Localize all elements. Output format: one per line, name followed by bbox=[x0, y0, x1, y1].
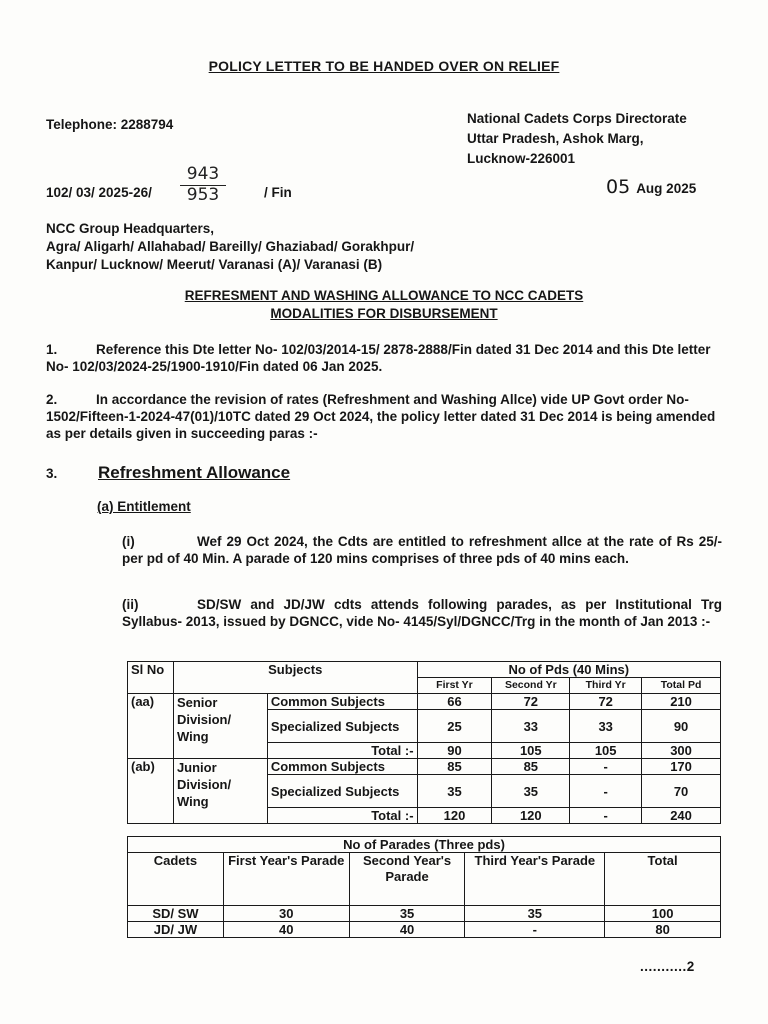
group-name: Junior Division/ Wing bbox=[173, 759, 267, 824]
parades-table bbox=[127, 836, 721, 938]
para-number: 1. bbox=[46, 342, 58, 357]
date-month-year: Aug 2025 bbox=[636, 181, 697, 196]
parades-caption: No of Parades (Three pds) bbox=[128, 837, 721, 853]
handwritten-date-day: 05 bbox=[606, 176, 631, 198]
addressee-block bbox=[46, 220, 414, 274]
value-cell: 30 bbox=[223, 906, 349, 922]
cadet-type: JD/ JW bbox=[128, 922, 224, 938]
header-subjects: Subjects bbox=[173, 662, 417, 694]
group-name: Senior Division/ Wing bbox=[173, 694, 267, 759]
address-line: National Cadets Corps Directorate bbox=[467, 111, 687, 126]
handwritten-ref-start: 943 bbox=[180, 165, 226, 186]
section-3-heading bbox=[46, 463, 290, 483]
group-sl: (ab) bbox=[128, 759, 174, 824]
handwritten-ref-range bbox=[180, 165, 226, 205]
ref-suffix: / Fin bbox=[264, 185, 292, 200]
value-cell: 35 bbox=[492, 775, 570, 808]
para-text: Reference this Dte letter No- 102/03/2014-15/ 2878-2888/Fin dated 31 Dec 2014 and this Dte letter No- 102/03/2024-25/1900-1910/Fin dated 06 Jan 2025. bbox=[46, 342, 711, 374]
table-row bbox=[128, 906, 721, 922]
subject-cell: Common Subjects bbox=[267, 759, 417, 775]
sub-para-number: (ii) bbox=[122, 597, 139, 612]
addressee-line: Kanpur/ Lucknow/ Meerut/ Varanasi (A)/ Varanasi (B) bbox=[46, 257, 383, 272]
sub-para-emphasis: three pds of 40 mins each. bbox=[459, 551, 629, 566]
value-cell: 70 bbox=[642, 775, 721, 808]
total-cell: 90 bbox=[417, 743, 492, 759]
value-cell: 85 bbox=[492, 759, 570, 775]
sub-para-i bbox=[122, 533, 722, 567]
page-continuation: ...........2 bbox=[640, 959, 695, 974]
value-cell: 90 bbox=[642, 710, 721, 743]
total-label: Total :- bbox=[267, 743, 417, 759]
value-cell: 66 bbox=[417, 694, 492, 710]
subject-line: REFRESMENT AND WASHING ALLOWANCE TO NCC CADETS bbox=[184, 288, 584, 303]
ref-prefix: 102/ 03/ 2025-26/ bbox=[46, 185, 152, 200]
paragraph-2 bbox=[46, 391, 722, 442]
entitlement-label: (a) Entitlement bbox=[97, 499, 191, 514]
value-cell: 210 bbox=[642, 694, 721, 710]
para-text: In accordance the revision of rates (Refreshment and Washing Allce) vide UP Govt order No- 1502/Fifteen-1-2024-47(01)/10TC dated 29 Oct 2024, the policy letter dated 31 Dec 2014 is being amended as per details given in succeeding paras :- bbox=[46, 392, 716, 441]
value-cell: 170 bbox=[642, 759, 721, 775]
value-cell: 100 bbox=[605, 906, 721, 922]
total-label: Total :- bbox=[267, 808, 417, 824]
periods-table bbox=[127, 661, 721, 824]
entitlement-heading bbox=[97, 499, 191, 514]
cadet-type: SD/ SW bbox=[128, 906, 224, 922]
value-cell: 85 bbox=[417, 759, 492, 775]
total-cell: 300 bbox=[642, 743, 721, 759]
total-cell: 105 bbox=[492, 743, 570, 759]
value-cell: 40 bbox=[349, 922, 465, 938]
total-cell: 120 bbox=[492, 808, 570, 824]
value-cell: 40 bbox=[223, 922, 349, 938]
section-number: 3. bbox=[46, 466, 58, 481]
paragraph-1 bbox=[46, 341, 722, 375]
header-first-yr: First Yr bbox=[417, 678, 492, 694]
subject-heading bbox=[0, 287, 768, 323]
value-cell: 35 bbox=[417, 775, 492, 808]
value-cell: 80 bbox=[605, 922, 721, 938]
value-cell: 35 bbox=[465, 906, 605, 922]
address-line: Uttar Pradesh, Ashok Marg, bbox=[467, 131, 644, 146]
addressee-line: Agra/ Aligarh/ Allahabad/ Bareilly/ Ghaziabad/ Gorakhpur/ bbox=[46, 239, 415, 254]
subject-cell: Common Subjects bbox=[267, 694, 417, 710]
header-third-year-parade: Third Year's Parade bbox=[465, 853, 605, 906]
sub-para-emphasis: Rs 25/- per pd of 40 Min. bbox=[122, 534, 722, 566]
handwritten-ref-end: 953 bbox=[186, 185, 220, 205]
value-cell: - bbox=[570, 759, 642, 775]
total-cell: 120 bbox=[417, 808, 492, 824]
value-cell: - bbox=[465, 922, 605, 938]
total-cell: - bbox=[570, 808, 642, 824]
sub-para-text: SD/SW and JD/JW cdts attends following parades, as per Institutional Trg Syllabus- 2013, issued by DGNCC, vide No- 4145/Syl/DGNCC/Trg in the month of Jan 2013 :- bbox=[122, 597, 722, 629]
letter-title: POLICY LETTER TO BE HANDED OVER ON RELIEF bbox=[208, 58, 560, 74]
address-line: Lucknow-226001 bbox=[467, 151, 576, 166]
sub-para-text: A parade of 120 mins comprises of bbox=[229, 551, 460, 566]
header-third-yr: Third Yr bbox=[570, 678, 642, 694]
header-no-of-pds: No of Pds (40 Mins) bbox=[417, 662, 720, 678]
value-cell: 25 bbox=[417, 710, 492, 743]
header-sl-no: Sl No bbox=[128, 662, 174, 694]
sender-address bbox=[467, 109, 687, 169]
value-cell: - bbox=[570, 775, 642, 808]
sub-para-text: Wef 29 Oct 2024, the Cdts are entitled to refreshment allce at the rate of bbox=[197, 534, 677, 549]
header-first-year-parade: First Year's Parade bbox=[223, 853, 349, 906]
subject-cell: Specialized Subjects bbox=[267, 710, 417, 743]
value-cell: 72 bbox=[570, 694, 642, 710]
sub-para-number: (i) bbox=[122, 534, 135, 549]
header-second-year-parade: Second Year's Parade bbox=[349, 853, 465, 906]
sub-para-ii bbox=[122, 596, 722, 630]
header-total: Total bbox=[605, 853, 721, 906]
addressee-line: NCC Group Headquarters, bbox=[46, 221, 215, 236]
header-cadets: Cadets bbox=[128, 853, 224, 906]
section-title: Refreshment Allowance bbox=[98, 463, 291, 482]
value-cell: 33 bbox=[492, 710, 570, 743]
value-cell: 35 bbox=[349, 906, 465, 922]
group-sl: (aa) bbox=[128, 694, 174, 759]
table-row bbox=[128, 759, 721, 775]
subject-cell: Specialized Subjects bbox=[267, 775, 417, 808]
letter-date bbox=[606, 176, 696, 198]
para-number: 2. bbox=[46, 392, 58, 407]
header-total-pd: Total Pd bbox=[642, 678, 721, 694]
total-cell: 240 bbox=[642, 808, 721, 824]
table-row bbox=[128, 694, 721, 710]
header-second-yr: Second Yr bbox=[492, 678, 570, 694]
total-cell: 105 bbox=[570, 743, 642, 759]
value-cell: 33 bbox=[570, 710, 642, 743]
subject-line: MODALITIES FOR DISBURSEMENT bbox=[270, 306, 498, 321]
value-cell: 72 bbox=[492, 694, 570, 710]
telephone-line: Telephone: 2288794 bbox=[46, 117, 174, 132]
table-row bbox=[128, 922, 721, 938]
